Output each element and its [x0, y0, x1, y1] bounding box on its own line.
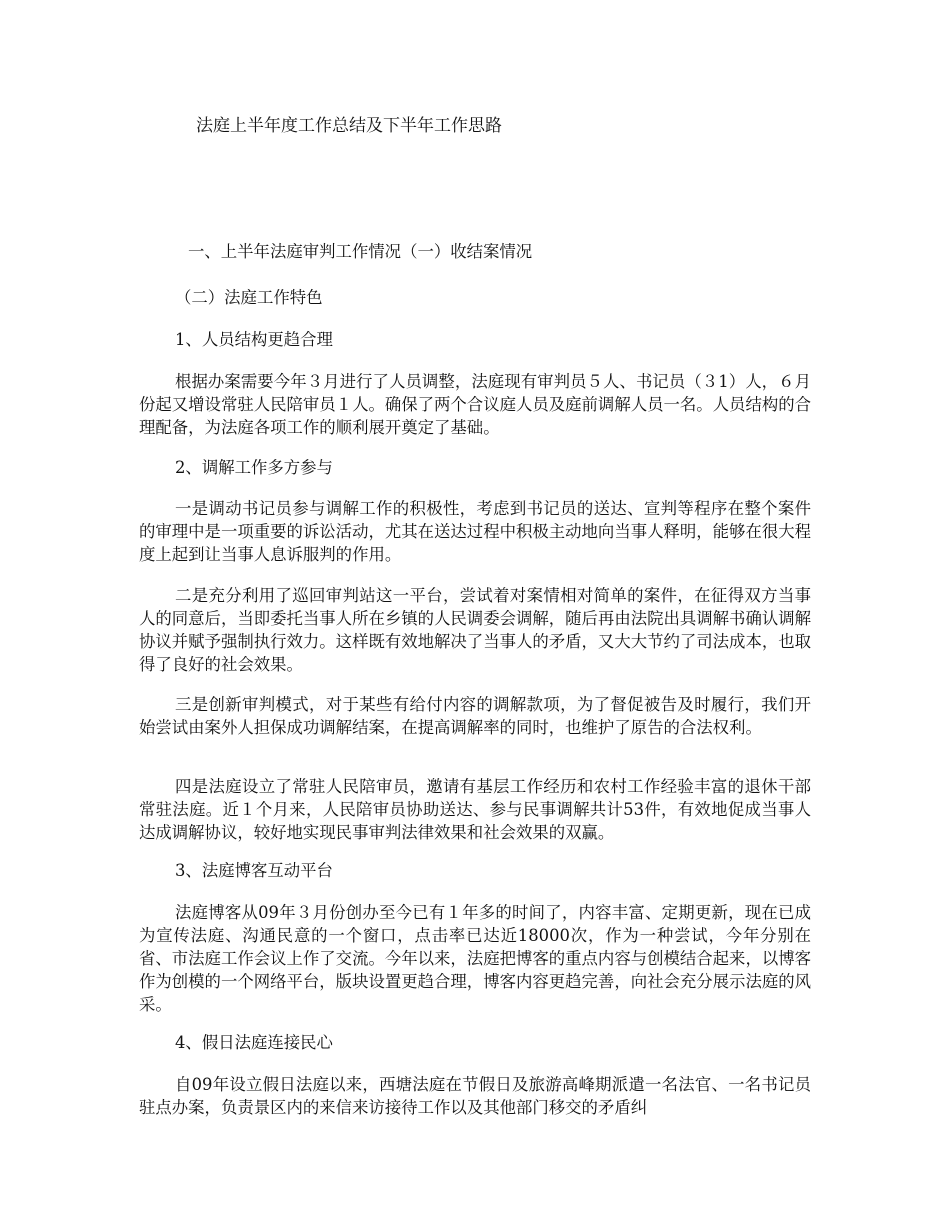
subheading-2: 2、调解工作多方参与: [175, 458, 333, 477]
document-title: 法庭上半年度工作总结及下半年工作思路: [196, 116, 502, 136]
subheading-1: 1、人员结构更趋合理: [175, 330, 333, 349]
paragraph-6: 法庭博客从09年３月份创办至今已有１年多的时间了，内容丰富、定期更新，现在已成为宣传法庭、沟通民意的一个窗口，点击率已达近18000次，作为一种尝试，今年分别在省、市法庭工作会议上作了交流。今年以来，法庭把博客的重点内容与创模结合起来，以博客作为创模的一个网络平台，版块设置更趋合理，博客内容更趋完善，向社会充分展示法庭的风采。: [139, 903, 812, 1014]
section-heading-2: （二）法庭工作特色: [175, 288, 323, 307]
paragraph-4: 三是创新审判模式，对于某些有给付内容的调解款项，为了督促被告及时履行，我们开始尝试由案外人担保成功调解结案，在提高调解率的同时，也维护了原告的合法权利。: [139, 695, 811, 737]
paragraph-5: 四是法庭设立了常驻人民陪审员，邀请有基层工作经历和农村工作经验丰富的退休干部常驻法庭。近１个月来，人民陪审员协助送达、参与民事调解共计53件，有效地促成当事人达成调解协议，较好地实现民事审判法律效果和社会效果的双赢。: [139, 777, 811, 842]
paragraph-7: 自09年设立假日法庭以来，西塘法庭在节假日及旅游高峰期派遣一名法官、一名书记员驻点办案，负责景区内的来信来访接待工作以及其他部门移交的矛盾纠: [139, 1075, 811, 1117]
paragraph-1: 根据办案需要今年３月进行了人员调整，法庭现有审判员５人、书记员（３1）人，６月份起又增设常驻人民陪审员１人。确保了两个合议庭人员及庭前调解人员一名。人员结构的合理配备，为法庭各项工作的顺利展开奠定了基础。: [139, 372, 812, 437]
subheading-4: 4、假日法庭连接民心: [175, 1033, 333, 1052]
paragraph-3: 二是充分利用了巡回审判站这一平台，尝试着对案情相对简单的案件，在征得双方当事人的同意后，当即委托当事人所在乡镇的人民调委会调解，随后再由法院出具调解书确认调解协议并赋予强制执行效力。这样既有效地解决了当事人的矛盾，又大大节约了司法成本，也取得了良好的社会效果。: [139, 586, 812, 674]
subheading-3: 3、法庭博客互动平台: [175, 861, 333, 880]
paragraph-2: 一是调动书记员参与调解工作的积极性，考虑到书记员的送达、宣判等程序在整个案件的审理中是一项重要的诉讼活动，尤其在送达过程中积极主动地向当事人释明，能够在很大程度上起到让当事人息诉服判的作用。: [139, 499, 812, 564]
section-heading-1: 一、上半年法庭审判工作情况（一）收结案情况: [188, 242, 533, 261]
